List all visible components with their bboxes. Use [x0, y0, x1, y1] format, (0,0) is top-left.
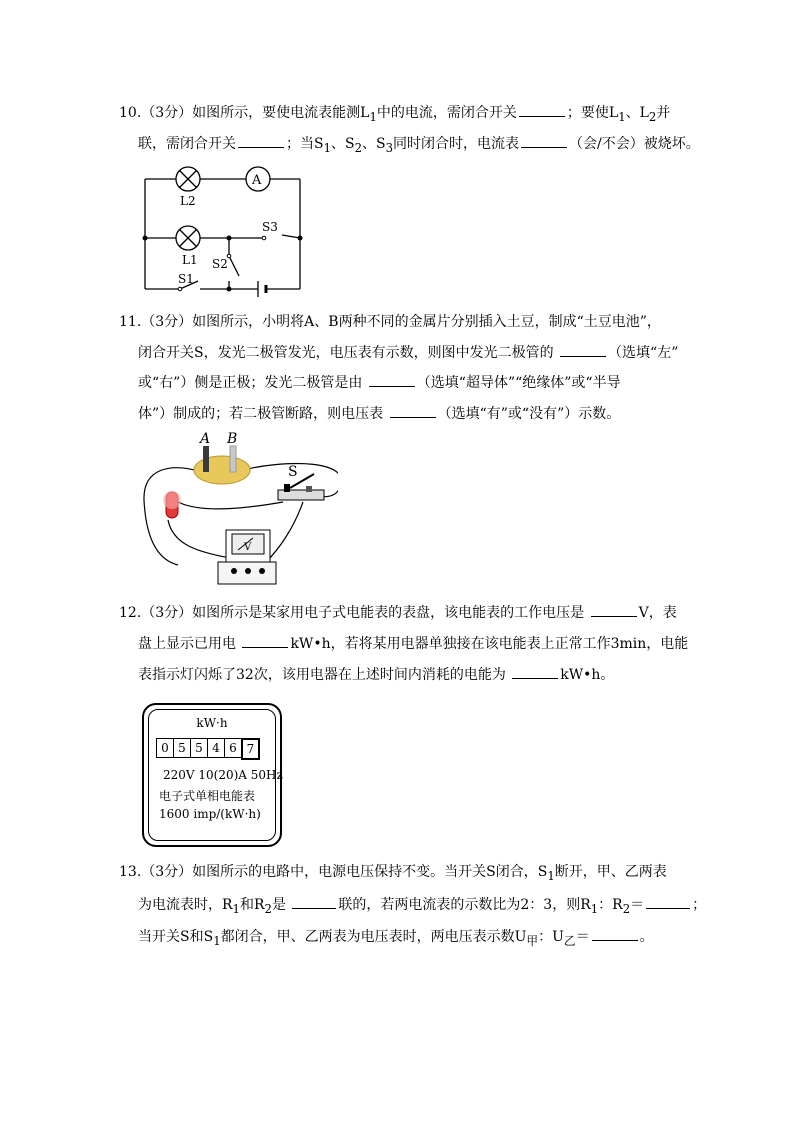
led-icon — [163, 491, 181, 518]
meter-unit: kW·h — [196, 716, 228, 730]
answer-blank[interactable] — [591, 602, 637, 617]
meter-spec-type: 电子式单相电能表 — [159, 789, 256, 803]
answer-blank[interactable] — [519, 102, 565, 117]
q12-line-3: 表指示灯闪烁了32次，该用电器在上述时间内消耗的电能为 kW•h。 — [138, 664, 614, 685]
answer-blank[interactable] — [646, 894, 690, 909]
metal-plate-b — [230, 446, 236, 472]
meter-spec-constant: 1600 imp/(kW·h) — [159, 807, 261, 821]
svg-text:A: A — [252, 173, 262, 188]
answer-blank[interactable] — [369, 372, 415, 387]
answer-blank[interactable] — [560, 342, 606, 357]
meter-digit-decimal: 7 — [241, 738, 260, 760]
answer-blank[interactable] — [292, 894, 336, 909]
q10-line-2: 联，需闭合开关 ；当$S_1$、$S_2$、$S_3$同时闭合时，电流表 （会/不会）被烧坏。 — [138, 133, 700, 158]
q13-line-1: 13.（3分）如图所示的电路中，电源电压保持不变。当开关S闭合，$S_1$断开，甲、乙两表 — [119, 864, 667, 883]
svg-text:S1: S1 — [178, 272, 194, 286]
energy-meter-figure — [142, 703, 282, 847]
q13-line-3: 当开关S和$S_1$都闭合，甲、乙两表为电压表时，两电压表示数$U_甲$：$U_乙=$ 。 — [138, 926, 654, 951]
energy-meter-panel — [148, 709, 283, 841]
svg-text:B: B — [227, 431, 238, 447]
answer-blank[interactable] — [592, 926, 638, 941]
q12-line-2: 盘上显示已用电 kW•h，若将某用电器单独接在该电能表上正常工作3min，电能 — [138, 633, 688, 654]
q11-line-1: 11.（3分）如图所示，小明将A、B两种不同的金属片分别插入土豆，制成“土豆电池”， — [119, 314, 661, 330]
voltmeter-icon — [218, 530, 276, 584]
svg-text:S: S — [288, 464, 298, 480]
svg-text:S3: S3 — [262, 220, 278, 234]
switch-icon — [278, 474, 324, 500]
metal-plate-a — [203, 446, 209, 472]
meter-digit: 0 — [156, 738, 174, 758]
q13-line-2: 为电流表时，$R_1$和$R_2$是 联的，若两电流表的示数比为2：3，则$R_1$：$R_2=$ ； — [138, 894, 706, 919]
meter-digits — [157, 738, 260, 760]
meter-digit: 5 — [190, 738, 208, 758]
q11-potato-battery-figure — [138, 430, 338, 592]
answer-blank[interactable] — [242, 633, 288, 648]
q12-line-1: 12.（3分）如图所示是某家用电子式电能表的表盘，该电能表的工作电压是 V，表 — [119, 602, 677, 623]
q10-line-1: 10.（3分）如图所示，要使电流表能测$L_1$中的电流，需闭合开关 ；要使$L_1$、$L_2$并 — [119, 102, 670, 127]
q11-line-2: 闭合开关S，发光二极管发光，电压表有示数，则图中发光二极管的 （选填“左” — [138, 342, 678, 363]
meter-digit: 6 — [224, 738, 242, 758]
svg-text:A: A — [200, 431, 211, 447]
svg-text:L1: L1 — [182, 253, 198, 267]
q11-line-3: 或“右”）侧是正极；发光二极管是由 （选填“超导体”“绝缘体”或“半导 — [138, 372, 621, 393]
q11-line-4: 体”）制成的；若二极管断路，则电压表 （选填“有”或“没有”）示数。 — [138, 403, 620, 424]
answer-blank[interactable] — [521, 133, 567, 148]
meter-digit: 4 — [207, 738, 225, 758]
svg-text:S2: S2 — [212, 257, 228, 271]
answer-blank[interactable] — [512, 664, 558, 679]
svg-text:L2: L2 — [180, 194, 196, 208]
meter-digit: 5 — [173, 738, 191, 758]
answer-blank[interactable] — [238, 133, 284, 148]
q10-circuit-diagram — [140, 163, 310, 298]
answer-blank[interactable] — [390, 403, 436, 418]
svg-text:V: V — [244, 542, 252, 553]
meter-spec-rating: 220V 10(20)A 50Hz — [163, 768, 283, 782]
potato-icon — [194, 456, 250, 484]
